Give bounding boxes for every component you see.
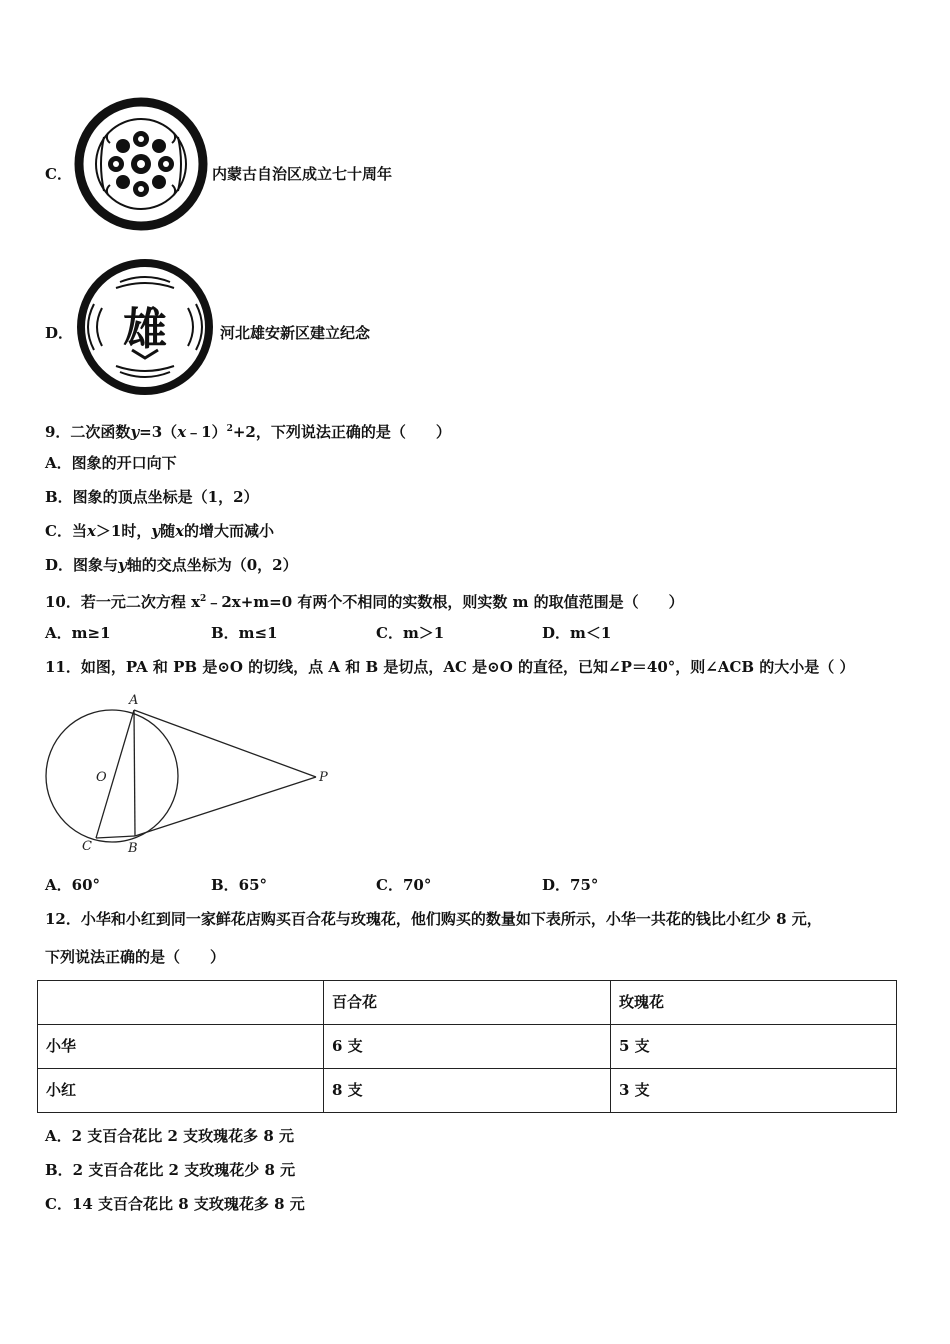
q12-stem-line1: 12．小华和小红到同一家鲜花店购买百合花与玫瑰花，他们购买的数量如下表所示，小华一共花的钱比小红少 8 元， <box>45 910 822 928</box>
q9c-b: ＞1时， <box>95 522 152 540</box>
q9c-c: 随 <box>160 522 176 540</box>
label-c: C <box>82 839 92 854</box>
table-row <box>38 1025 897 1069</box>
q9-stem-prefix: 9．二次函数 <box>45 423 131 441</box>
q10-stem-b: ﹣2x+m=0 有两个不相同的实数根，则实数 m 的取值范围是（ ） <box>206 593 684 611</box>
table-cell: 小红 <box>38 1069 324 1113</box>
q12-option-c: C．14 支百合花比 8 支玫瑰花多 8 元 <box>45 1195 305 1213</box>
table-header-cell: 玫瑰花 <box>611 981 897 1025</box>
chord-cb <box>96 836 135 838</box>
q11-stem: 11．如图，PA 和 PB 是⊙O 的切线，点 A 和 B 是切点，AC 是⊙O 的直径，已知∠P＝40°，则∠ACB 的大小是（ ） <box>45 658 855 676</box>
q9-var-x: x <box>177 423 187 441</box>
table-row <box>38 1069 897 1113</box>
table-cell: 小华 <box>38 1025 324 1069</box>
q9c-x: x <box>86 522 96 540</box>
q9-option-b: B．图象的顶点坐标是（1，2） <box>45 488 259 506</box>
xiongan-seal-char: 雄 <box>123 304 167 355</box>
q9c-x2: x <box>175 522 185 540</box>
table-cell: 3 支 <box>611 1069 897 1113</box>
q10-stem-a: 10．若一元二次方程 x <box>45 593 201 611</box>
q9d-b: 轴的交点坐标为（0，2） <box>126 556 298 574</box>
table-header-cell <box>38 981 324 1025</box>
option-c-label: C． <box>45 165 72 183</box>
q10-choice-b: B．m≤1 <box>211 624 278 642</box>
purchase-table <box>37 980 897 1113</box>
option-d-label: D． <box>45 324 74 342</box>
q12-stem-line2: 下列说法正确的是（ ） <box>45 948 226 966</box>
tangent-pa <box>134 710 316 777</box>
q9-stem <box>45 419 451 442</box>
label-a: A <box>129 693 139 708</box>
option-c-caption: 内蒙古自治区成立七十周年 <box>212 165 393 183</box>
q10-choice-c: C．m＞1 <box>376 624 445 642</box>
chord-ab <box>134 710 135 836</box>
q11-choice-c: C．70° <box>376 876 432 894</box>
tangent-pb <box>135 777 316 836</box>
table-cell: 5 支 <box>611 1025 897 1069</box>
q9-option-c <box>45 521 274 541</box>
q11-choice-d: D．75° <box>542 876 599 894</box>
q9c-d: 的增大而减小 <box>184 522 275 540</box>
q11-geometry-figure <box>40 688 340 860</box>
q9-var-y: y <box>130 423 140 441</box>
circle-o <box>46 710 178 842</box>
xiongan-medal-image <box>72 258 218 396</box>
q11-choice-b: B．65° <box>211 876 268 894</box>
q12-option-b: B．2 支百合花比 2 支玫瑰花少 8 元 <box>45 1161 296 1179</box>
q10-choice-a: A．m≥1 <box>45 624 111 642</box>
q10-choice-d: D．m＜1 <box>542 624 612 642</box>
q9-option-a: A．图象的开口向下 <box>45 454 177 472</box>
option-d-caption: 河北雄安新区建立纪念 <box>220 324 371 342</box>
mongolia-medal-image <box>72 97 210 231</box>
q10-exponent: 2 <box>200 594 207 604</box>
q9c-y: y <box>151 522 161 540</box>
label-b: B <box>128 841 138 856</box>
q11-choice-a: A．60° <box>45 876 101 894</box>
label-p: P <box>319 770 328 785</box>
q9c-a: C．当 <box>45 522 87 540</box>
table-header-cell: 百合花 <box>324 981 611 1025</box>
q10-stem <box>45 589 684 612</box>
q9-option-d <box>45 555 298 575</box>
table-cell: 6 支 <box>324 1025 611 1069</box>
table-cell: 8 支 <box>324 1069 611 1113</box>
label-o: O <box>96 770 107 785</box>
q9-exponent: 2 <box>226 424 233 434</box>
q9-formula-tail: +2，下列说法正确的是（ ） <box>232 423 451 441</box>
table-header-row <box>38 981 897 1025</box>
q9-formula-end: ﹣1） <box>186 423 227 441</box>
q12-option-a: A．2 支百合花比 2 支玫瑰花多 8 元 <box>45 1127 295 1145</box>
q9d-y: y <box>118 556 127 574</box>
q9-formula-mid: =3（ <box>139 423 178 441</box>
q9d-a: D．图象与 <box>45 556 119 574</box>
